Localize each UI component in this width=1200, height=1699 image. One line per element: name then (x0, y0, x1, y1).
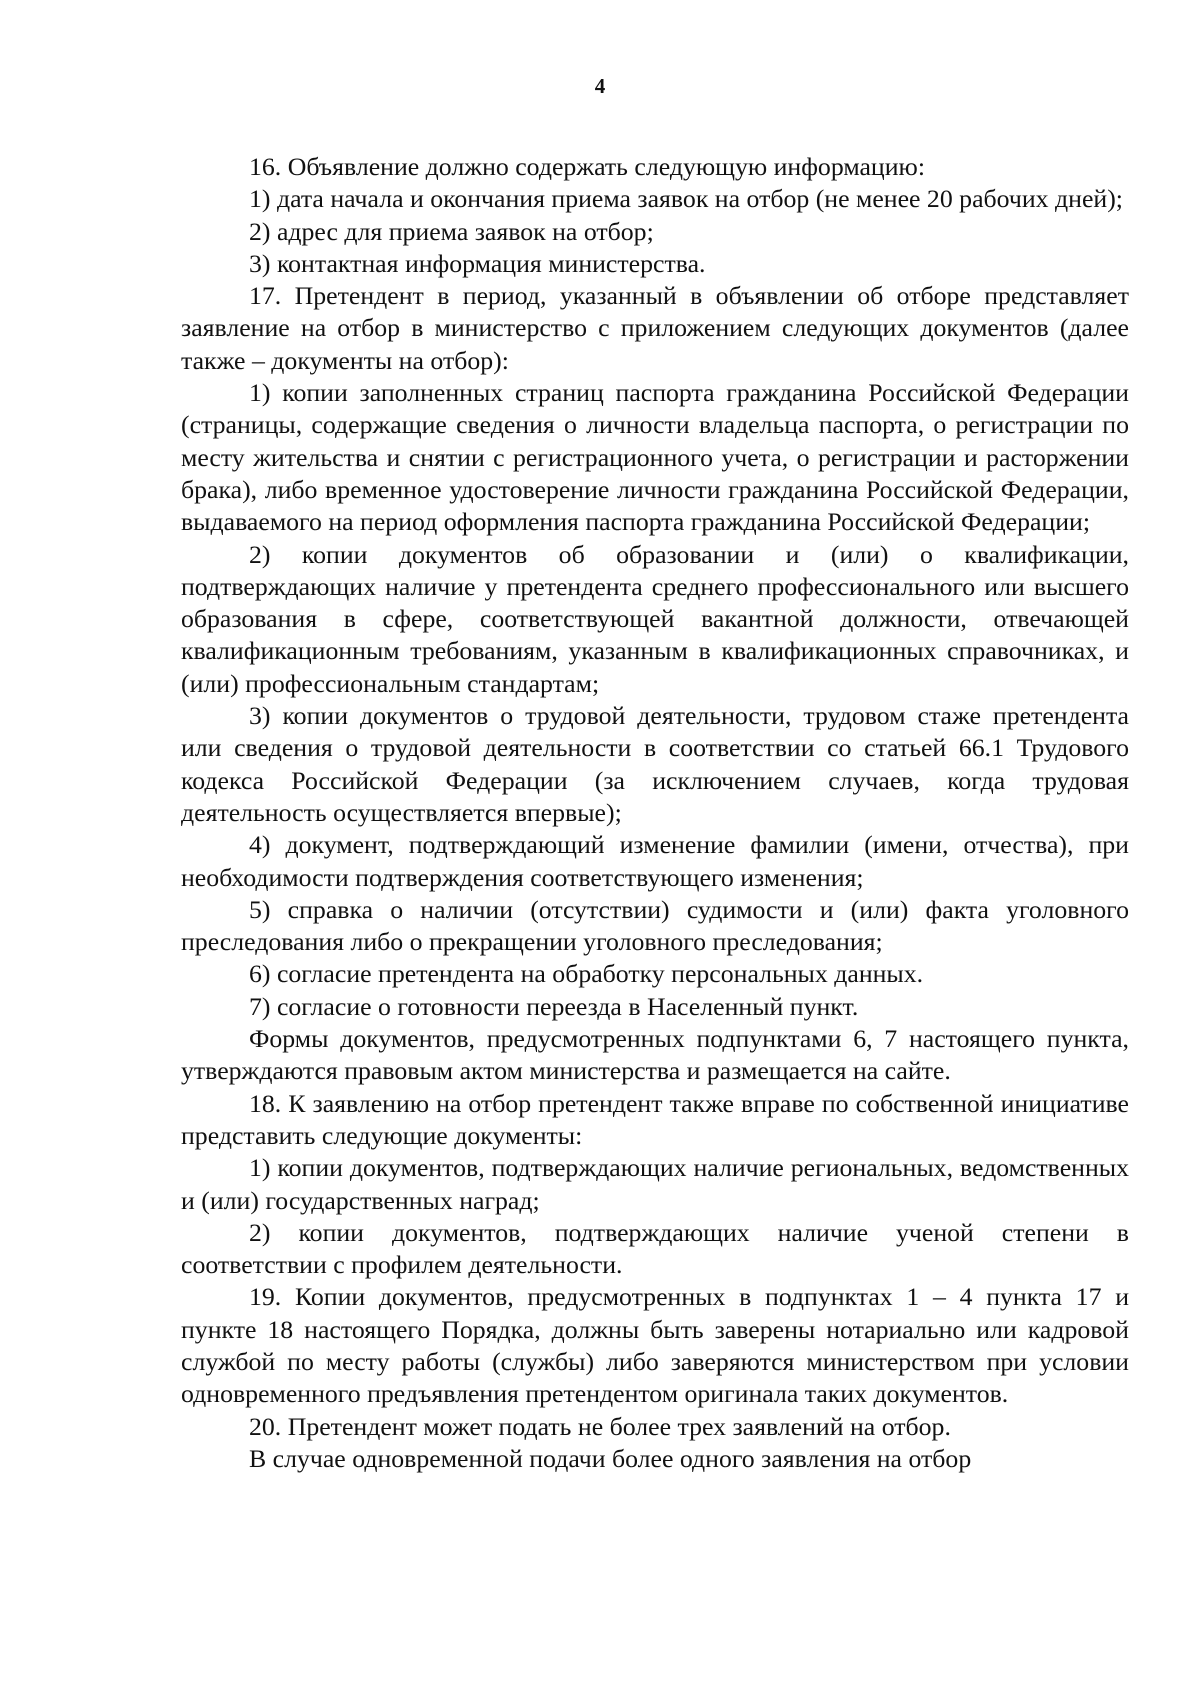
paragraph-17-item-5: 5) справка о наличии (отсутствии) судимости и (или) факта уголовного преследования либо о прекращении уголовного преследования; (181, 894, 1129, 957)
paragraph-19: 19. Копии документов, предусмотренных в подпунктах 1 – 4 пункта 17 и пункте 18 настоящего Порядка, должны быть заверены нотариально или кадровой службой по месту работы (службы) либо заверяются министерством при условии одновременного предъявления претендентом оригинала таких документов. (181, 1282, 1129, 1409)
paragraph-17-item-4: 4) документ, подтверждающий изменение фамилии (имени, отчества), при необходимости подтверждения соответствующего изменения; (181, 830, 1129, 892)
paragraph-16-item-2: 2) адрес для приема заявок на отбор; (249, 216, 654, 246)
paragraph-17-item-3: 3) копии документов о трудовой деятельности, трудовом стаже претендента или сведения о трудовой деятельности в соответствии со статьей 66.1 Трудового кодекса Российской Федерации (за исключением случаев, когда трудовая деятельность осуществляется впервые); (181, 701, 1129, 827)
paragraph-18-item-1: 1) копии документов, подтверждающих наличие региональных, ведомственных и (или) государственных наград; (181, 1153, 1129, 1215)
page-number: 4 (594, 74, 606, 98)
paragraph-16-item-3: 3) контактная информация министерства. (249, 248, 706, 278)
document-body (181, 151, 1129, 1475)
paragraph-18-heading: 18. К заявлению на отбор претендент также вправе по собственной инициативе представить следующие документы: (181, 1088, 1129, 1150)
paragraph-18-item-2: 2) копии документов, подтверждающих наличие ученой степени в соответствии с профилем деятельности. (181, 1217, 1129, 1280)
paragraph-17-item-6: 6) согласие претендента на обработку персональных данных. (249, 959, 924, 989)
paragraph-16-heading: 16. Объявление должно содержать следующую информацию: (249, 152, 925, 181)
paragraph-17-heading: 17. Претендент в период, указанный в объявлении об отборе представляет заявление на отбор в министерство с приложением следующих документов (далее также – документы на отбор): (181, 281, 1129, 375)
paragraph-20-continuation: В случае одновременной подачи более одного заявления на отбор (249, 1443, 972, 1473)
paragraph-20: 20. Претендент может подать не более трех заявлений на отбор. (249, 1411, 951, 1441)
paragraph-17-item-7: 7) согласие о готовности переезда в Населенный пункт. (249, 991, 859, 1021)
paragraph-17-forms-note: Формы документов, предусмотренных подпунктами 6, 7 настоящего пункта, утверждаются правовым актом министерства и размещается на сайте. (181, 1024, 1129, 1086)
paragraph-17-item-2: 2) копии документов об образовании и (или) о квалификации, подтверждающих наличие у претендента среднего профессионального или высшего образования в сфере, соответствующей вакантной должности, отвечающей квалификационным требованиям, указанным в квалификационных справочниках, и (или) профессиональным стандартам; (181, 539, 1129, 698)
paragraph-17-item-1: 1) копии заполненных страниц паспорта гражданина Российской Федерации (страницы, содержащие сведения о личности владельца паспорта, о регистрации по месту жительства и снятии с регистрационного учета, о регистрации и расторжении брака), либо временное удостоверение личности гражданина Российской Федерации, выдаваемого на период оформления паспорта гражданина Российской Федерации; (181, 378, 1129, 537)
paragraph-16-item-1: 1) дата начала и окончания приема заявок на отбор (не менее 20 рабочих дней); (249, 184, 1123, 214)
